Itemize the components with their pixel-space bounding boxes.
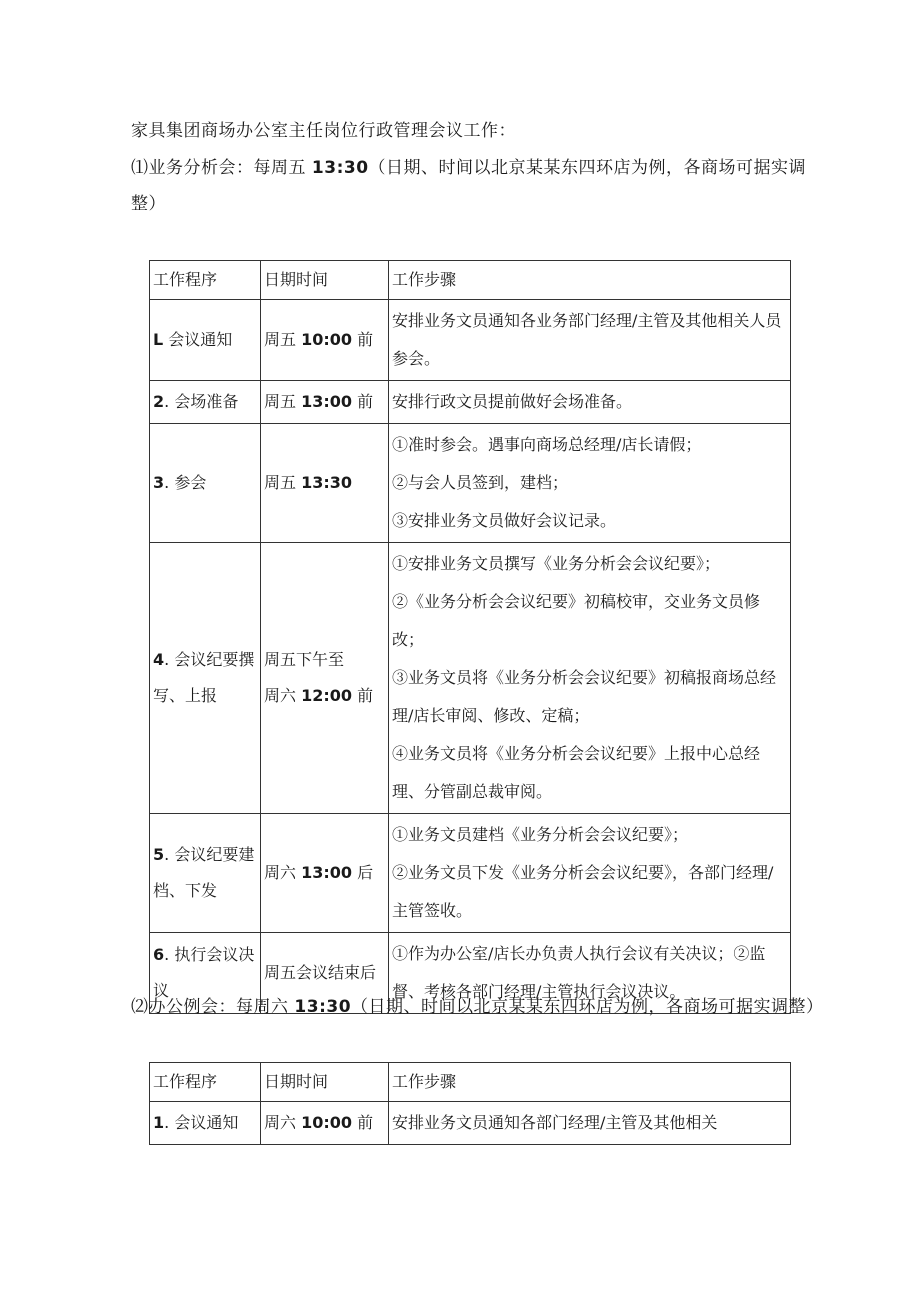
time-text: 13:30 (301, 473, 353, 492)
date-suffix: 前 (352, 392, 374, 411)
row-number: 5 (153, 845, 165, 864)
row-number: L (153, 330, 164, 349)
intro-text: 家具集团商场办公室主任岗位行政管理会议工作： (131, 121, 516, 141)
datetime-cell (261, 1102, 389, 1145)
row-number: 1 (153, 1113, 165, 1132)
table-office-meeting (149, 1062, 791, 1145)
date-suffix: 前 (352, 1113, 374, 1132)
table-row (150, 814, 791, 933)
table-row (150, 381, 791, 424)
procedure-cell (150, 424, 261, 543)
procedure-label: 会议通知 (163, 330, 233, 349)
row-number: 2 (153, 392, 165, 411)
datetime-cell (261, 381, 389, 424)
section1-note-cont: 整） (131, 194, 166, 214)
table-header-row (150, 261, 791, 300)
datetime-cell (261, 543, 389, 814)
section1-note: （日期、时间以北京某某东四环店为例，各商场可据实调 (368, 158, 807, 178)
section1-heading (131, 153, 806, 178)
section2-heading (131, 992, 824, 1017)
steps-cell: 安排行政文员提前做好会场准备。 (389, 381, 791, 424)
steps-cell: 安排业务文员通知各业务部门经理/主管及其他相关人员参会。 (389, 300, 791, 381)
steps-cell: ①安排业务文员撰写《业务分析会会议纪要》； ②《业务分析会会议纪要》初稿校审，交业务文员修改； ③业务文员将《业务分析会会议纪要》初稿报商场总经理/店长审阅、修改、定稿； ④业务文员将《业务分析会会议纪要》上报中心总经理、分管副总裁审阅。 (389, 543, 791, 814)
section2-label: ⑵办公例会：每周六 (131, 997, 289, 1017)
time-text: 12:00 (301, 686, 353, 705)
steps-cell: 安排业务文员通知各部门经理/主管及其他相关 (389, 1102, 791, 1145)
time-text: 10:00 (301, 1113, 353, 1132)
time-text: 13:00 (301, 863, 353, 882)
datetime-cell (261, 814, 389, 933)
header-steps: 工作步骤 (389, 1063, 791, 1102)
procedure-label: . 会议通知 (164, 1113, 239, 1132)
row-number: 3 (153, 473, 165, 492)
section1-time: 13:30 (311, 158, 369, 178)
table-business-analysis (149, 260, 791, 1014)
date-text: 周六 (264, 1113, 302, 1132)
procedure-label: . 会议纪要撰写、上报 (153, 650, 255, 705)
procedure-label: . 会场准备 (164, 392, 239, 411)
procedure-cell (150, 543, 261, 814)
date-text: 周六 (264, 863, 302, 882)
datetime-cell (261, 300, 389, 381)
date-suffix: 前 (352, 330, 374, 349)
table-row (150, 543, 791, 814)
header-datetime: 日期时间 (261, 1063, 389, 1102)
procedure-cell (150, 381, 261, 424)
time-text: 10:00 (301, 330, 353, 349)
procedure-cell (150, 300, 261, 381)
header-procedure: 工作程序 (150, 261, 261, 300)
procedure-label: . 会议纪要建档、下发 (153, 845, 255, 900)
section2-note: （日期、时间以北京某某东四环店为例，各商场可据实调整） (351, 997, 824, 1017)
date-suffix: 前 (352, 686, 374, 705)
row-number: 6 (153, 945, 165, 964)
table-row (150, 1102, 791, 1145)
steps-cell: ①准时参会。遇事向商场总经理/店长请假； ②与会人员签到，建档； ③安排业务文员做好会议记录。 (389, 424, 791, 543)
datetime-cell (261, 424, 389, 543)
procedure-cell (150, 814, 261, 933)
row-number: 4 (153, 650, 165, 669)
table-row (150, 424, 791, 543)
date-text: 周五 (264, 392, 302, 411)
steps-cell: ①业务文员建档《业务分析会会议纪要》； ②业务文员下发《业务分析会会议纪要》，各部门经理/主管签收。 (389, 814, 791, 933)
table-header-row (150, 1063, 791, 1102)
date-text: 周五下午至 周六 (264, 650, 345, 705)
procedure-label: . 参会 (164, 473, 207, 492)
date-text: 周五 (264, 330, 302, 349)
time-text: 13:00 (301, 392, 353, 411)
header-steps: 工作步骤 (389, 261, 791, 300)
date-text: 周五会议结束后 (264, 963, 377, 982)
header-procedure: 工作程序 (150, 1063, 261, 1102)
table-row (150, 300, 791, 381)
date-text: 周五 (264, 473, 302, 492)
procedure-label: . 执行会议决议 (153, 945, 255, 1000)
date-suffix: 后 (352, 863, 374, 882)
procedure-cell (150, 1102, 261, 1145)
section1-label: ⑴业务分析会：每周五 (131, 158, 306, 178)
section2-time: 13:30 (294, 997, 352, 1017)
header-datetime: 日期时间 (261, 261, 389, 300)
steps-cell: ①作为办公室/店长办负责人执行会议有关决议；②监督、考核各部门经理/主管执行会议决议。 (389, 933, 791, 1014)
